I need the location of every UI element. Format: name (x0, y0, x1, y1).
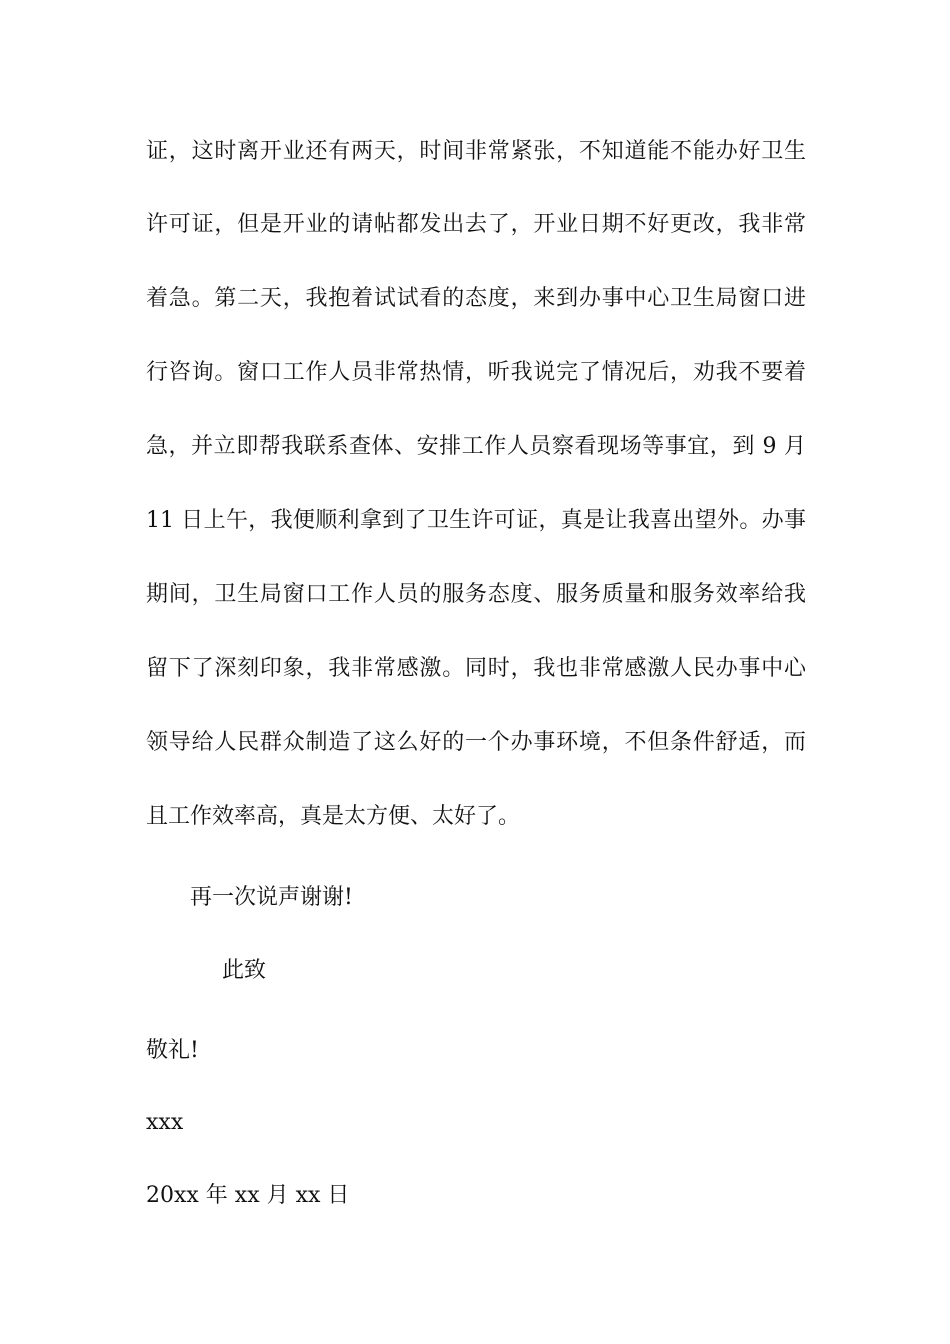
closing-line: 此致 (222, 958, 267, 983)
body-line-3: 着急。第二天，我抱着试试看的态度，来到办事中心卫生局窗口进 (146, 286, 806, 311)
body-line-8: 留下了深刻印象，我非常感激。同时，我也非常感激人民办事中心 (146, 656, 806, 681)
body-line-5: 急，并立即帮我联系查体、安排工作人员察看现场等事宜，到 9 月 (146, 434, 806, 459)
body-line-2: 许可证，但是开业的请帖都发出去了，开业日期不好更改，我非常 (146, 212, 806, 237)
body-line-1: 证，这时离开业还有两天，时间非常紧张，不知道能不能办好卫生 (146, 139, 806, 164)
date-line: 20xx 年 xx 月 xx 日 (146, 1183, 350, 1208)
salute-line: 敬礼! (146, 1038, 199, 1063)
signature: xxx (146, 1110, 184, 1135)
thanks-line: 再一次说声谢谢! (190, 885, 353, 910)
body-line-9: 领导给人民群众制造了这么好的一个办事环境，不但条件舒适，而 (146, 730, 806, 755)
body-line-10: 且工作效率高，真是太方便、太好了。 (146, 804, 521, 829)
body-line-6: 11 日上午，我便顺利拿到了卫生许可证，真是让我喜出望外。办事 (146, 508, 806, 533)
body-line-4: 行咨询。窗口工作人员非常热情，听我说完了情况后，劝我不要着 (146, 360, 806, 385)
body-line-7: 期间，卫生局窗口工作人员的服务态度、服务质量和服务效率给我 (146, 582, 806, 607)
